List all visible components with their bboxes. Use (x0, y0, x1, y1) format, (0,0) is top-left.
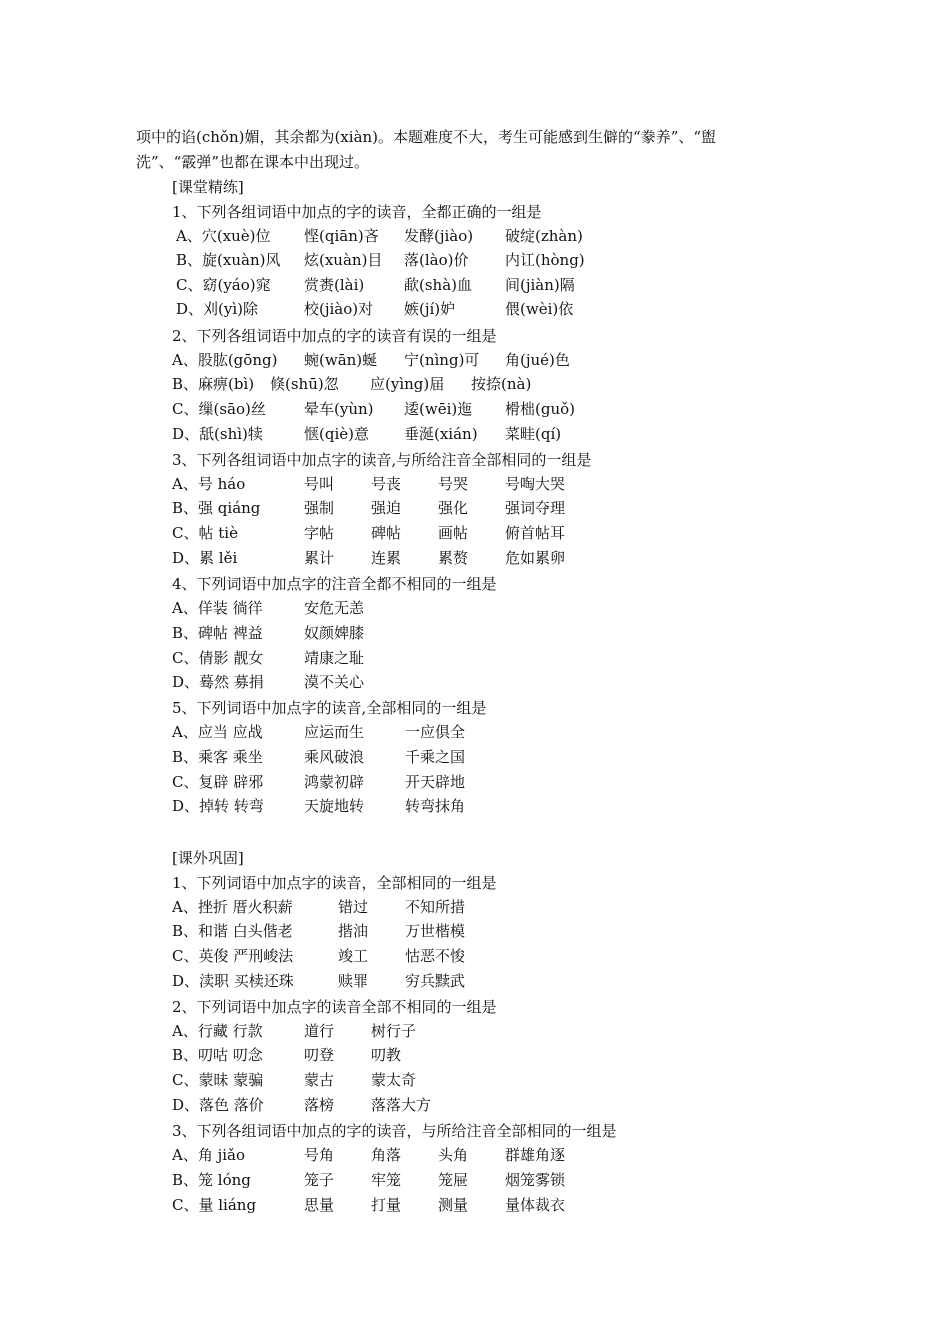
option-cell: 思量 (304, 1196, 335, 1214)
option-cell: 测量 (438, 1196, 469, 1214)
option-cell: 落榜 (304, 1096, 335, 1114)
option-cell: 不知所措 (405, 898, 466, 916)
option-cell: 字帖 (304, 524, 335, 542)
option-cell: A、号 háo (172, 475, 246, 493)
option-cell: 天旋地转 (304, 797, 365, 815)
option-cell: 倏(shū)忽 (270, 375, 339, 393)
option-cell: 应(yìng)届 (370, 375, 445, 393)
option-cell: 内讧(hòng) (505, 251, 585, 269)
option-cell: 破绽(zhàn) (505, 227, 583, 245)
option-cell: C、倩影 靓女 (172, 649, 264, 667)
intro-line-2: 洗”、“霰弹”也都在课本中出现过。 (136, 153, 370, 171)
option-cell: 乘风破浪 (304, 748, 365, 766)
option-cell: A、角 jiǎo (172, 1146, 246, 1164)
option-cell: 叨教 (371, 1046, 402, 1064)
option-cell: 道行 (304, 1022, 335, 1040)
option-cell: C、蒙昧 蒙骗 (172, 1071, 264, 1089)
option-cell: B、和谐 白头偕老 (172, 922, 293, 940)
option-row (172, 1195, 566, 1335)
option-cell: 错过 (338, 898, 369, 916)
option-cell: 鸿蒙初辟 (304, 773, 365, 791)
option-cell: 量体裁衣 (505, 1196, 566, 1214)
option-cell: 怙恶不悛 (405, 947, 466, 965)
option-cell: 强词夺理 (505, 499, 566, 517)
option-cell: 打量 (371, 1196, 402, 1214)
option-cell: 碑帖 (371, 524, 402, 542)
option-cell: 号丧 (371, 475, 402, 493)
option-cell: C、英俊 严刑峻法 (172, 947, 294, 965)
option-cell: 累计 (304, 549, 335, 567)
option-cell: C、缫(sāo)丝 (172, 400, 266, 418)
option-cell: 晕车(yùn) (304, 400, 374, 418)
option-cell: 连累 (371, 549, 402, 567)
option-cell: 穷兵黩武 (405, 972, 466, 990)
option-cell: 靖康之耻 (304, 649, 365, 667)
option-cell: 画帖 (438, 524, 469, 542)
option-cell: B、笼 lóng (172, 1171, 251, 1189)
option-cell: A、佯装 徜徉 (172, 599, 263, 617)
question-stem: 3、下列各组词语中加点的字的读音，与所给注音全部相同的一组是 (172, 1122, 617, 1140)
option-cell: 落(lào)价 (404, 251, 469, 269)
option-cell: 俯首帖耳 (505, 524, 566, 542)
option-cell: 间(jiàn)隔 (505, 276, 575, 294)
option-cell: 发酵(jiào) (404, 227, 474, 245)
option-cell: 落落大方 (371, 1096, 432, 1114)
option-cell: 校(jiào)对 (304, 300, 374, 318)
question-stem: 1、下列词语中加点字的读音，全部相同的一组是 (172, 874, 497, 892)
option-cell: 强制 (304, 499, 335, 517)
question-stem: 2、下列词语中加点字的读音全部不相同的一组是 (172, 998, 497, 1016)
option-cell: D、刈(yì)除 (176, 300, 259, 318)
option-cell: 一应俱全 (405, 723, 466, 741)
option-cell: 奴颜婢膝 (304, 624, 365, 642)
question-stem: 1、下列各组词语中加点的字的读音，全都正确的一组是 (172, 203, 542, 221)
option-cell: 累赘 (438, 549, 469, 567)
option-cell: 歃(shà)血 (404, 276, 473, 294)
option-cell: 揩油 (338, 922, 369, 940)
option-cell: A、应当 应战 (172, 723, 263, 741)
option-cell: 头角 (438, 1146, 469, 1164)
option-cell: 笼屉 (438, 1171, 469, 1189)
option-cell: C、量 liáng (172, 1196, 257, 1214)
question-stem: 2、下列各组词语中加点的字的读音有误的一组是 (172, 327, 497, 345)
option-cell: 危如累卵 (505, 549, 566, 567)
option-cell: C、窈(yáo)窕 (176, 276, 271, 294)
option-cell: 号哭 (438, 475, 469, 493)
option-cell: B、麻痹(bì) (172, 375, 255, 393)
option-cell: A、穴(xuè)位 (176, 227, 271, 245)
option-cell: 竣工 (338, 947, 369, 965)
option-cell: 笼子 (304, 1171, 335, 1189)
option-cell: 悭(qiān)吝 (304, 227, 379, 245)
option-cell: 宁(nìng)可 (404, 351, 480, 369)
option-cell: D、渎职 买椟还珠 (172, 972, 294, 990)
option-cell: B、碑帖 裨益 (172, 624, 263, 642)
option-cell: 号角 (304, 1146, 335, 1164)
option-cell: D、舐(shì)犊 (172, 425, 263, 443)
option-cell: 开天辟地 (405, 773, 466, 791)
option-cell: C、复辟 辟邪 (172, 773, 264, 791)
option-cell: 榾柮(guǒ) (505, 400, 575, 418)
option-cell: 群雄角逐 (505, 1146, 566, 1164)
option-cell: B、强 qiáng (172, 499, 261, 517)
option-cell: 千乘之国 (405, 748, 466, 766)
option-cell: 蜿(wān)蜒 (304, 351, 378, 369)
option-cell: C、帖 tiè (172, 524, 238, 542)
option-cell: 牢笼 (371, 1171, 402, 1189)
option-cell: 烟笼雾锁 (505, 1171, 566, 1189)
option-cell: 号叫 (304, 475, 335, 493)
option-cell: 偎(wèi)依 (505, 300, 574, 318)
option-cell: 安危无恙 (304, 599, 365, 617)
option-cell: D、落色 落价 (172, 1096, 264, 1114)
option-cell: B、乘客 乘坐 (172, 748, 263, 766)
section-heading-classroom: [课堂精练] (172, 178, 244, 196)
option-cell: 垂涎(xián) (404, 425, 478, 443)
option-cell: 嫉(jí)妒 (404, 300, 456, 318)
option-cell: 逶(wēi)迤 (404, 400, 473, 418)
option-cell: A、挫折 厝火积薪 (172, 898, 293, 916)
option-cell: 应运而生 (304, 723, 365, 741)
option-cell: 蒙太奇 (371, 1071, 417, 1089)
option-cell: 惬(qiè)意 (304, 425, 369, 443)
option-cell: B、叨咕 叨念 (172, 1046, 263, 1064)
option-cell: 漠不关心 (304, 673, 365, 691)
option-cell: 菜畦(qí) (505, 425, 562, 443)
option-cell: A、行藏 行款 (172, 1022, 263, 1040)
option-cell: 转弯抹角 (405, 797, 466, 815)
option-cell: 树行子 (371, 1022, 417, 1040)
intro-line-1: 项中的谄(chǒn)媚，其余都为(xiàn)。本题难度不大，考生可能感到生僻的“豢养”、“盥 (136, 128, 717, 146)
option-cell: 按捺(nà) (471, 375, 532, 393)
option-cell: 蒙古 (304, 1071, 335, 1089)
option-cell: 赎罪 (338, 972, 369, 990)
option-cell: 强迫 (371, 499, 402, 517)
option-cell: 角(jué)色 (505, 351, 570, 369)
option-cell: 号啕大哭 (505, 475, 566, 493)
option-cell: 叨登 (304, 1046, 335, 1064)
section-heading-extracurricular: [课外巩固] (172, 849, 244, 867)
option-cell: 强化 (438, 499, 469, 517)
option-cell: D、累 lěi (172, 549, 238, 567)
option-cell: D、掉转 转弯 (172, 797, 264, 815)
question-stem: 5、下列词语中加点字的读音,全部相同的一组是 (172, 699, 487, 717)
option-cell: 角落 (371, 1146, 402, 1164)
option-cell: B、旋(xuàn)风 (176, 251, 281, 269)
option-cell: 炫(xuàn)目 (304, 251, 383, 269)
option-cell: D、蓦然 募捐 (172, 673, 264, 691)
option-cell: A、股肱(gōng) (172, 351, 278, 369)
option-cell: 万世楷模 (405, 922, 466, 940)
question-stem: 4、下列词语中加点字的注音全都不相同的一组是 (172, 575, 497, 593)
question-stem: 3、下列各组词语中加点字的读音,与所给注音全部相同的一组是 (172, 451, 592, 469)
option-cell: 赏赉(lài) (304, 276, 365, 294)
